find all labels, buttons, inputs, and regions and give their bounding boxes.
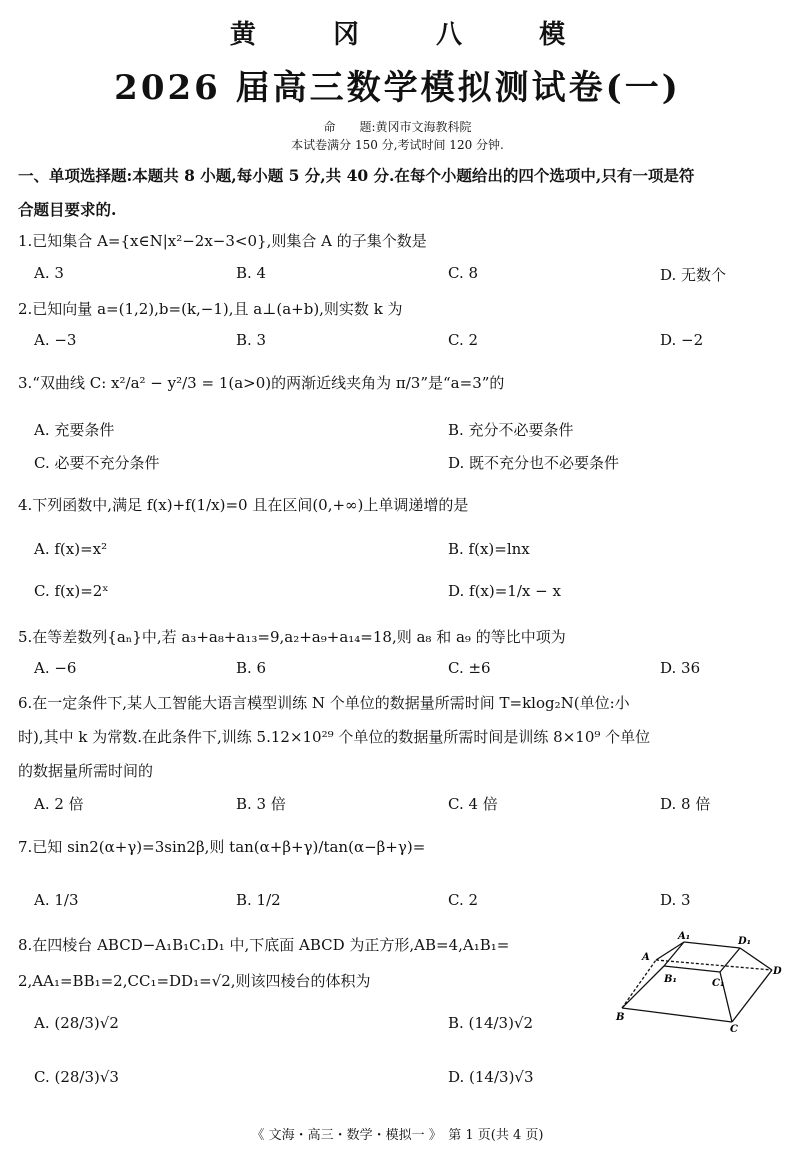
edge-cd	[732, 970, 772, 1022]
edge-dd1	[740, 948, 772, 970]
q5-option-c: C. ±6	[448, 659, 491, 677]
q2-option-b: B. 3	[236, 331, 267, 349]
label-c1: C₁	[712, 978, 725, 989]
question-8-stem-line1: 8.在四棱台 ABCD−A₁B₁C₁D₁ 中,下底面 ABCD 为正方形,AB=4,A₁B₁=	[18, 936, 510, 954]
q1-option-c: C. 8	[448, 264, 479, 282]
q2-option-d: D. −2	[660, 331, 704, 349]
edge-aa1	[656, 942, 684, 960]
q1-option-a: A. 3	[34, 264, 64, 282]
q7-option-a: A. 1/3	[34, 891, 79, 909]
edge-b1c1	[664, 966, 720, 972]
question-3-stem: 3.“双曲线 C: x²/a² − y²/3 = 1(a>0)的两渐近线夹角为 π/3”是“a=3”的	[18, 374, 505, 392]
question-6-stem-line2: 时),其中 k 为常数.在此条件下,训练 5.12×10²⁹ 个单位的数据量所需时间是训练 8×10⁹ 个单位	[18, 728, 651, 746]
edge-bc	[622, 1008, 732, 1022]
q6-option-b: B. 3 倍	[236, 795, 286, 813]
author-line: 命 题:黄冈市文海教科院	[323, 120, 472, 134]
q2-option-a: A. −3	[34, 331, 77, 349]
q5-option-a: A. −6	[34, 659, 77, 677]
label-c: C	[730, 1024, 738, 1034]
q1-option-d: D. 无数个	[660, 266, 727, 284]
q8-option-c: C. (28/3)√3	[34, 1068, 119, 1086]
q6-option-d: D. 8 倍	[660, 795, 711, 813]
edge-c1d1	[720, 948, 740, 972]
page-title: 2026 届高三数学模拟测试卷(一)	[114, 68, 681, 108]
q5-option-b: B. 6	[236, 659, 267, 677]
q1-option-b: B. 4	[236, 264, 267, 282]
label-a: A	[642, 952, 650, 963]
q3-option-a: A. 充要条件	[34, 421, 115, 439]
question-6-stem-line1: 6.在一定条件下,某人工智能大语言模型训练 N 个单位的数据量所需时间 T=klog₂N(单位:小	[18, 694, 630, 712]
q8-option-a: A. (28/3)√2	[34, 1014, 119, 1032]
question-6-stem-line3: 的数据量所需时间的	[18, 762, 154, 780]
label-d1: D₁	[738, 936, 752, 947]
q4-option-a: A. f(x)=x²	[34, 540, 108, 558]
q4-option-b: B. f(x)=lnx	[448, 540, 530, 558]
frustum-figure	[612, 930, 782, 1034]
label-d: D	[773, 966, 782, 977]
question-2-stem: 2.已知向量 a=(1,2),b=(k,−1),且 a⊥(a+b),则实数 k 为	[18, 300, 403, 318]
q4-option-d: D. f(x)=1/x − x	[448, 582, 561, 600]
question-5-stem: 5.在等差数列{aₙ}中,若 a₃+a₈+a₁₃=9,a₂+a₉+a₁₄=18,则 a₈ 和 a₉ 的等比中项为	[18, 628, 566, 646]
q3-option-c: C. 必要不充分条件	[34, 454, 160, 472]
exam-info: 本试卷满分 150 分,考试时间 120 分钟.	[291, 138, 504, 152]
edge-bb1	[622, 966, 664, 1008]
label-b1: B₁	[664, 974, 677, 985]
q4-option-c: C. f(x)=2ˣ	[34, 582, 109, 600]
q7-option-b: B. 1/2	[236, 891, 281, 909]
question-4-stem: 4.下列函数中,满足 f(x)+f(1/x)=0 且在区间(0,+∞)上单调递增的是	[18, 496, 469, 514]
q3-option-b: B. 充分不必要条件	[448, 421, 574, 439]
section-heading-line1: 一、单项选择题:本题共 8 小题,每小题 5 分,共 40 分.在每个小题给出的四个选项中,只有一项是符	[18, 166, 695, 185]
q7-option-c: C. 2	[448, 891, 479, 909]
q7-option-d: D. 3	[660, 891, 691, 909]
edge-a1d1	[684, 942, 740, 948]
question-1-stem: 1.已知集合 A={x∈N|x²−2x−3<0},则集合 A 的子集个数是	[18, 232, 427, 250]
label-a1: A₁	[678, 931, 691, 942]
question-8-stem-line2: 2,AA₁=BB₁=2,CC₁=DD₁=√2,则该四棱台的体积为	[18, 972, 371, 990]
edge-ab-hidden	[622, 960, 656, 1008]
q3-option-d: D. 既不充分也不必要条件	[448, 454, 620, 472]
edge-ad-hidden	[656, 960, 772, 970]
question-7-stem: 7.已知 sin2(α+γ)=3sin2β,则 tan(α+β+γ)/tan(α−β+γ)=	[18, 838, 426, 856]
q6-option-a: A. 2 倍	[34, 795, 84, 813]
page-footer: 《 文海・高三・数学・模拟一 》 第 1 页(共 4 页)	[251, 1128, 544, 1143]
q2-option-c: C. 2	[448, 331, 479, 349]
q6-option-c: C. 4 倍	[448, 795, 498, 813]
section-heading-line2: 合题目要求的.	[18, 200, 117, 219]
q8-option-d: D. (14/3)√3	[448, 1068, 534, 1086]
q5-option-d: D. 36	[660, 659, 701, 677]
title-series: 黄 冈 八 模	[229, 20, 600, 50]
q8-option-b: B. (14/3)√2	[448, 1014, 534, 1032]
label-b: B	[616, 1012, 625, 1023]
